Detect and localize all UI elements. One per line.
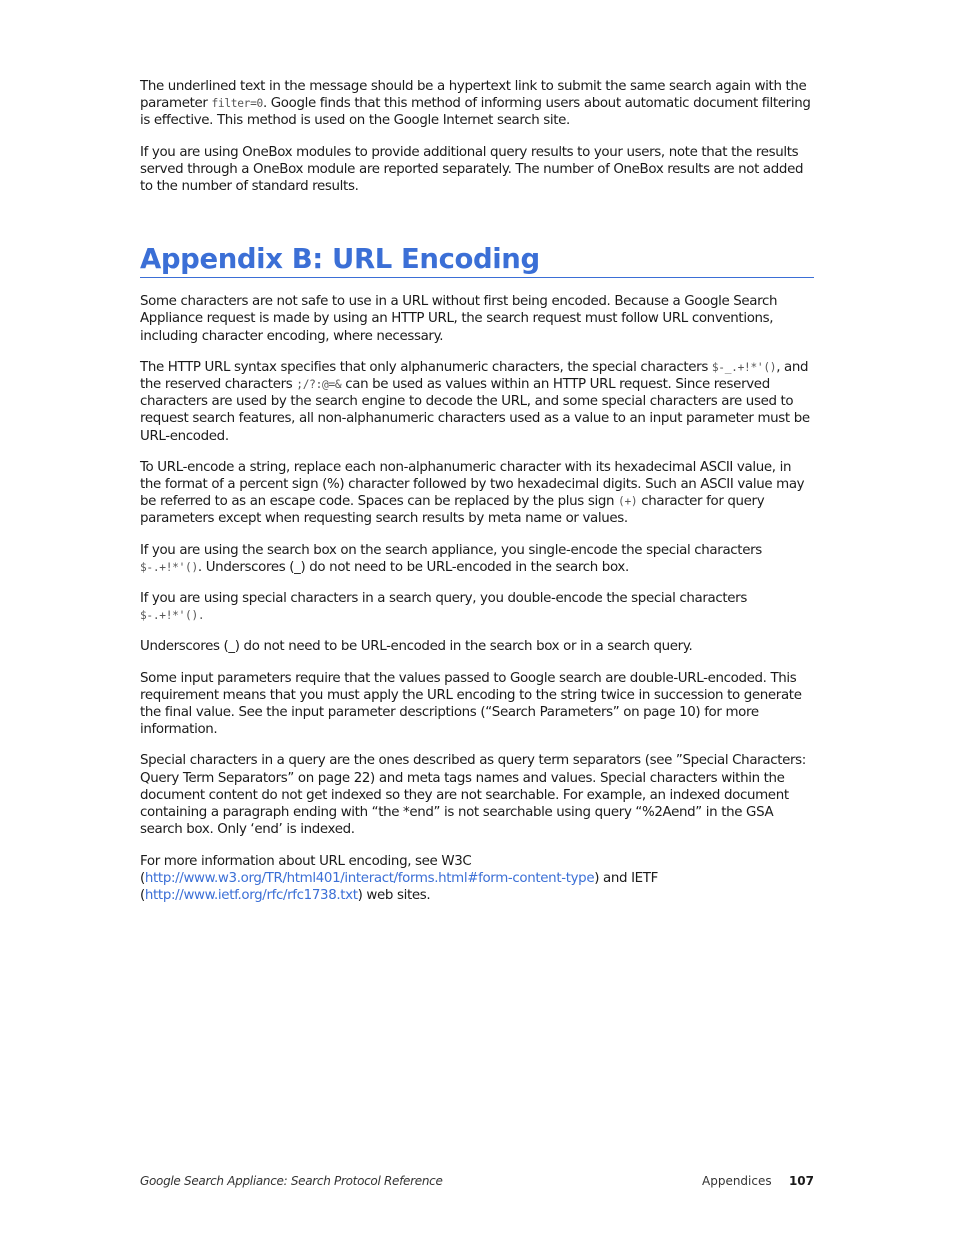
code-plus-sign: (+) <box>618 495 638 509</box>
body-paragraph-2 <box>140 359 814 445</box>
intro-paragraph-1 <box>140 78 814 130</box>
body-paragraph-3 <box>140 459 814 528</box>
intro-paragraph-2: If you are using OneBox modules to provide additional query results to your users, note that the results served through a OneBox module are reported separately. The number of OneBox results are not added to the number of standard results. <box>140 144 804 195</box>
code-single-encode-chars: $-.+!*'() <box>140 560 198 574</box>
body-paragraph-5 <box>140 590 814 624</box>
text: The underlined text in the message should be a hypertext link to submit the same search again with the parameter <box>140 79 807 112</box>
code-reserved-chars: ;/?:@=& <box>296 378 342 392</box>
text: The HTTP URL syntax specifies that only alphanumeric characters, the special characters <box>140 359 712 375</box>
text: . Google finds that this method of informing users about automatic document filtering is effective. This method is used on the Google Internet search site. <box>140 96 811 129</box>
text: ) and IETF ( <box>140 870 658 903</box>
text: For more information about URL encoding, see W3C ( <box>140 853 472 886</box>
body-paragraph-6: Underscores (_) do not need to be URL-encoded in the search box or in a search query. <box>140 639 693 655</box>
text: If you are using the search box on the search appliance, you single-encode the special characters <box>140 542 762 558</box>
text: . Underscores (_) do not need to be URL-encoded in the search box. <box>197 559 629 575</box>
footer-section: Appendices <box>702 1174 772 1188</box>
w3c-link[interactable]: http://www.w3.org/TR/html401/interact/forms.html#form-content-type <box>144 870 595 886</box>
ietf-link[interactable]: http://www.ietf.org/rfc/rfc1738.txt <box>144 887 358 903</box>
body-paragraph-1: Some characters are not safe to use in a URL without first being encoded. Because a Google Search Appliance request is made by using an HTTP URL, the search request must follow URL conventions, including character encoding, where necessary. <box>140 294 778 344</box>
code-special-chars: $-_.+!*'() <box>711 360 777 374</box>
section-heading: Appendix B: URL Encoding <box>140 243 540 276</box>
text: , and the reserved characters <box>140 359 809 393</box>
heading-rule <box>140 277 814 278</box>
text: If you are using special characters in a search query, you double-encode the special characters <box>140 591 747 607</box>
code-double-encode-chars: $-.+!*'(). <box>140 609 205 623</box>
footer-doc-title: Google Search Appliance: Search Protocol Reference <box>140 1174 443 1188</box>
body-paragraph-9 <box>140 853 814 905</box>
text: To URL-encode a string, replace each non-alphanumeric character with its hexadecimal ASCII value, in the format of a percent sign (%) character followed by two hexadecimal digits. Such an ASCII value may be referred to as an escape code. Spaces can be replaced by the plus sign <box>140 459 805 510</box>
body-paragraph-4 <box>140 542 814 576</box>
body-paragraph-8: Special characters in a query are the ones described as query term separators (see ”Special Characters: Query Term Separators” on page 22) and meta tags names and values. Special characters within the document content do not get indexed so they are not searchable. For example, an indexed document containing a paragraph ending with “the *end” is not searchable using query “%2Aend” in the GSA search box. Only ‘end’ is indexed. <box>140 753 806 838</box>
page-content <box>140 78 814 918</box>
text: character for query parameters except when requesting search results by meta name or values. <box>140 494 765 527</box>
text: can be used as values within an HTTP URL request. Since reserved characters are used by the search engine to decode the URL, and some special characters are used to request search features, all non-alphanumeric characters used as a value to an input parameter must be URL-encoded. <box>140 377 810 444</box>
footer-page-number: 107 <box>788 1174 814 1188</box>
body-paragraph-7: Some input parameters require that the values passed to Google search are double-URL-encoded. This requirement means that you must apply the URL encoding to the string twice in succession to generate the final value. See the input parameter descriptions (“Search Parameters” on page 10) for more information. <box>140 670 802 738</box>
text: ) web sites. <box>357 887 431 903</box>
code-filter-param: filter=0 <box>211 97 263 111</box>
